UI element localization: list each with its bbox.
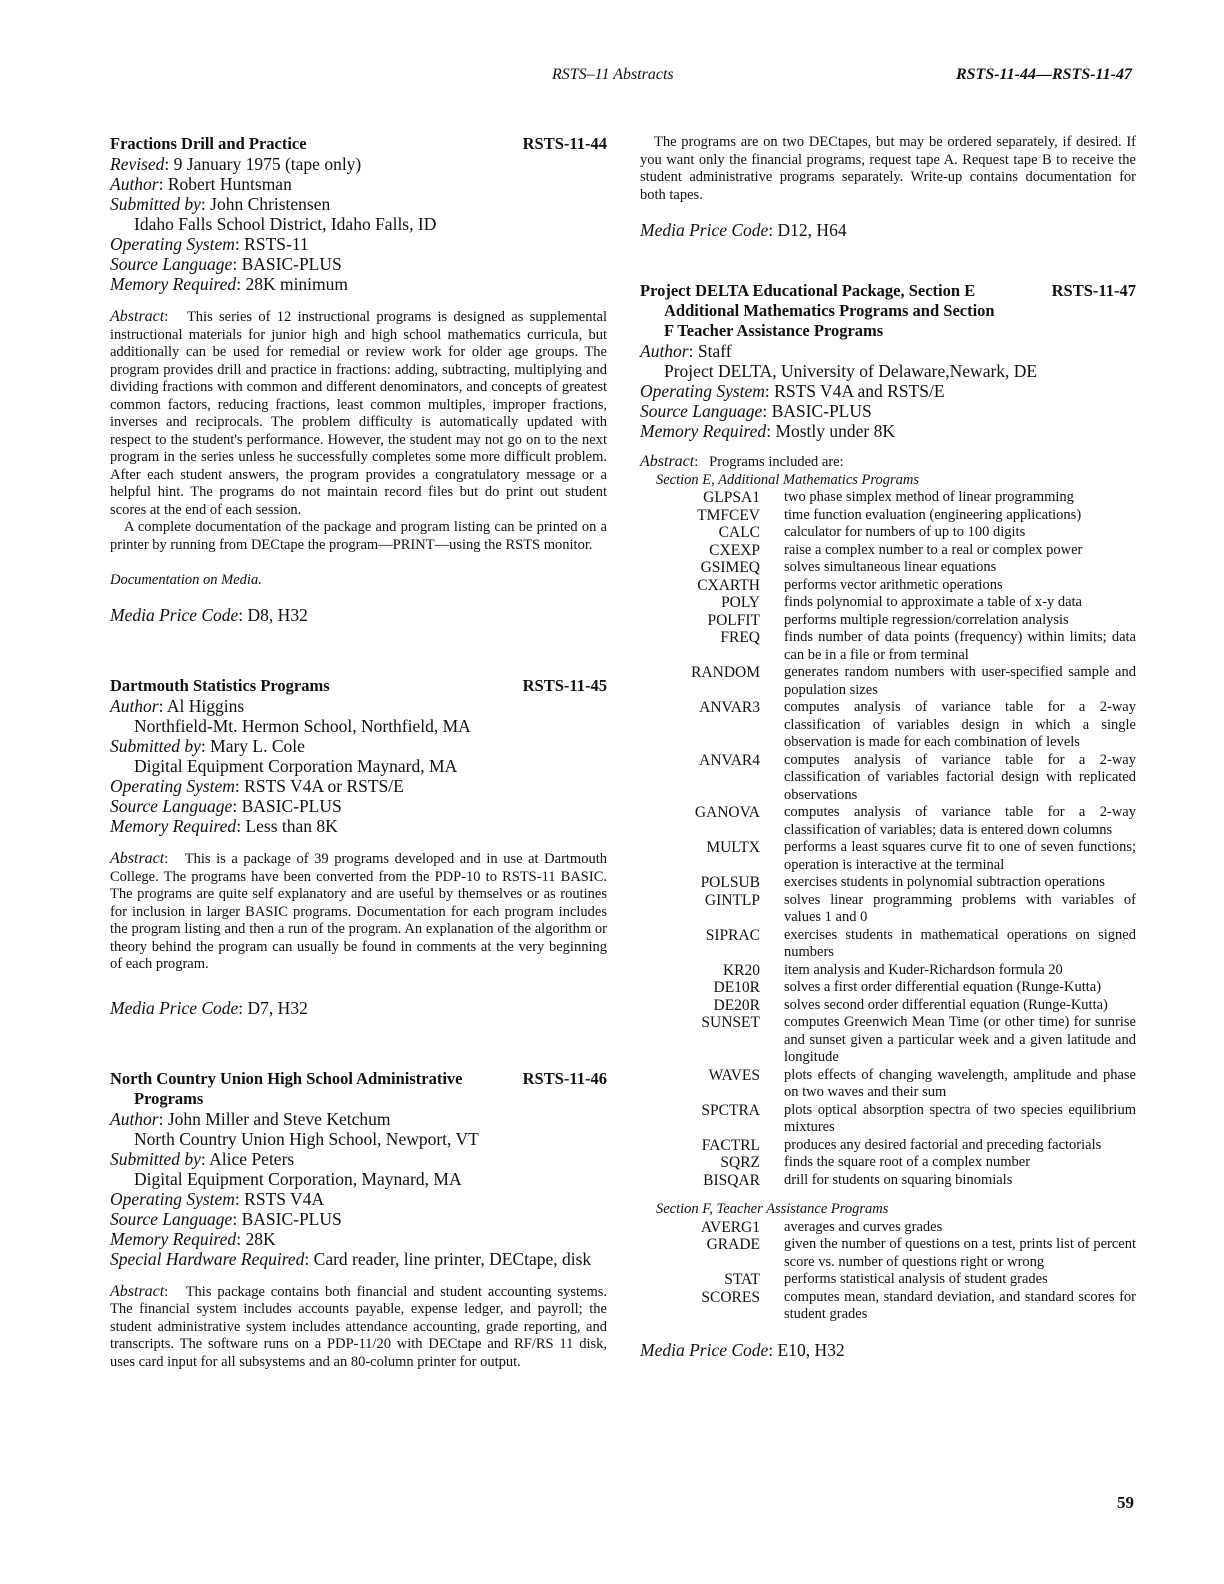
memory-label: Memory Required (110, 274, 237, 294)
program-row (648, 1102, 1136, 1137)
submitted-by-line: Submitted by: Alice Peters (110, 1148, 295, 1169)
program-name: GSIMEQ (700, 559, 760, 576)
program-name: SCORES (701, 1288, 760, 1306)
submitted-by-value: Mary L. Cole (210, 736, 305, 756)
program-description: finds the square root of a complex number (784, 1154, 1031, 1170)
right-column (640, 134, 1136, 1361)
running-header-title: RSTS–11 Abstracts (552, 66, 674, 83)
entry-code: RSTS-11-45 (522, 676, 607, 695)
hardware-line: Special Hardware Required: Card reader, line printer, DECtape, disk (110, 1248, 592, 1269)
program-row (648, 892, 1136, 927)
program-name: CXEXP (709, 541, 760, 559)
revised-value: 9 January 1975 (tape only) (173, 154, 362, 174)
submitted-by-line: Submitted by: John Christensen (110, 194, 331, 214)
memory-line: Memory Required: 28K (110, 1228, 276, 1249)
os-value: RSTS-11 (244, 234, 309, 254)
submitted-by-label: Submitted by (110, 194, 201, 214)
language-line: Source Language: BASIC-PLUS (110, 796, 342, 816)
submitted-org: Digital Equipment Corporation Maynard, MA (134, 756, 458, 776)
program-name: CALC (718, 524, 760, 541)
program-description: generates random numbers with user-specified sample and population sizes (784, 664, 1136, 698)
language-value: BASIC-PLUS (241, 1208, 342, 1229)
section-f-heading: Section F, Teacher Assistance Programs (656, 1201, 889, 1217)
hardware-label: Special Hardware Required (110, 1248, 305, 1269)
media-price-line: Media Price Code: D7, H32 (110, 997, 308, 1018)
section-e-heading: Section E, Additional Mathematics Programs (656, 471, 919, 488)
program-row (648, 804, 1136, 839)
program-name: ANVAR4 (699, 751, 760, 769)
program-name: STAT (724, 1271, 760, 1288)
entry-code: RSTS-11-46 (522, 1068, 607, 1088)
abstract: Abstract: This package contains both financial and student accounting systems. The financial system includes accounts payable, expense ledger, and payroll; the student administrative system includes attendance accounting, grade reporting, and transcripts. The software runs on a PDP-11/20 with DECtape and RF/RS 11 disk, uses card input for all subsystems and an 80-column printer for output. (110, 1282, 607, 1370)
media-price-line: Media Price Code: D12, H64 (640, 220, 847, 240)
memory-label: Memory Required (110, 816, 237, 836)
memory-value: 28K (245, 1228, 276, 1249)
program-row (648, 1271, 1136, 1289)
author-line: Author: Al Higgins (110, 696, 245, 716)
program-row (648, 839, 1136, 874)
program-row (648, 927, 1136, 962)
submitted-by-label: Submitted by (110, 736, 201, 756)
program-row (648, 699, 1136, 752)
os-value: RSTS V4A or RSTS/E (244, 776, 404, 796)
entry-title (110, 676, 607, 696)
program-row (648, 1137, 1136, 1155)
program-description: produces any desired factorial and preceding factorials (784, 1136, 1102, 1153)
program-name: DE20R (713, 996, 760, 1014)
price-label: Media Price Code (640, 220, 769, 240)
program-description: item analysis and Kuder-Richardson formula 20 (784, 961, 1063, 978)
price-value: E10, H32 (777, 1339, 845, 1360)
abstract-label: Abstract (110, 850, 165, 867)
memory-value: Less than 8K (245, 816, 338, 836)
entry-title-text: Project DELTA Educational Package, Section E (640, 281, 976, 300)
revised-line: Revised: 9 January 1975 (tape only) (110, 154, 362, 174)
program-row (648, 1154, 1136, 1172)
author-value: Robert Huntsman (167, 174, 292, 194)
program-name: POLFIT (707, 611, 760, 629)
entry-rsts-11-47 (640, 281, 1136, 1361)
abstract: Abstract: This is a package of 39 programs developed and in use at Dartmouth College. The programs have been converted from the PDP-10 to RSTS-11 BASIC. The programs are quite self explanatory and are useful by themselves or as routines for inclusion in larger BASIC programs. Documentation for each program includes the program listing and then a run of the program. An explanation of the algorithm or theory behind the program can usually be found in comments at the very beginning of each program. (110, 850, 607, 972)
author-label: Author (110, 1108, 159, 1129)
program-row (648, 1014, 1136, 1067)
abstract-label: Abstract (640, 453, 695, 470)
program-row (648, 874, 1136, 892)
price-value: D12, H64 (777, 220, 847, 240)
os-label: Operating System (640, 381, 765, 401)
entry-title-text: Fractions Drill and Practice (110, 134, 307, 153)
program-description: computes analysis of variance table for a 2-way classification of variables; data is entered down columns (784, 804, 1136, 838)
language-line: Source Language: BASIC-PLUS (110, 254, 342, 274)
program-description: plots optical absorption spectra of two species equilibrium mixtures (784, 1101, 1136, 1135)
program-name: FACTRL (701, 1136, 760, 1154)
program-row (648, 524, 1136, 542)
abstract-continuation: The programs are on two DECtapes, but may be ordered separately, if desired. If you want only the financial programs, request tape A. Request tape B to receive the student administrative programs separately. Write-up contains documentation for both tapes. (640, 134, 1136, 203)
memory-line: Memory Required: Less than 8K (110, 816, 338, 836)
submitted-by-value: John Christensen (210, 194, 331, 214)
memory-value: Mostly under 8K (775, 421, 896, 441)
submitted-by-label: Submitted by (110, 1148, 201, 1169)
program-name: BISQAR (703, 1171, 760, 1189)
program-row (648, 1236, 1136, 1271)
memory-label: Memory Required (110, 1228, 237, 1249)
program-description: time function evaluation (engineering applications) (784, 506, 1082, 523)
os-label: Operating System (110, 1188, 235, 1209)
language-value: BASIC-PLUS (241, 254, 342, 274)
program-description: given the number of questions on a test, prints list of percent score vs. number of questions right or wrong (784, 1236, 1136, 1270)
program-name: WAVES (708, 1066, 760, 1084)
price-value: D7, H32 (247, 997, 308, 1018)
author-value: Al Higgins (166, 696, 245, 716)
program-table-section-f (648, 1219, 1136, 1324)
author-org: Project DELTA, University of Delaware,Newark, DE (664, 361, 1038, 381)
program-row (648, 997, 1136, 1015)
program-description: calculator for numbers of up to 100 digits (784, 524, 1026, 540)
abstract-text: Programs included are: (709, 454, 844, 470)
program-row (648, 559, 1136, 577)
memory-label: Memory Required (640, 421, 767, 441)
program-row (648, 752, 1136, 805)
abstract: Abstract: This series of 12 instructional programs is designed as supplemental instructional materials for junior high and high school mathematics curricula, but additionally can be used for remedial or review work for older age groups. The program provides drill and practice in fractions: adding, subtracting, multiplying and dividing fractions with common and different denominators, and concepts of greatest common factors, reducing fractions, least common multiples, improper fractions, inverses and reciprocals. The problem difficulty is automatically updated with respect to the student's performance. However, the student may not go on to the next program in the series unless he successfully completes some more difficult problem. After each student answers, the program provides a congratulatory message or a helpful hint. The programs do not maintain record files but do print out student scores at the end of each session. A complete documentation of the package and program listing can be printed on a printer by running from DECtape the program—PRINT—using the RSTS monitor. (110, 308, 607, 553)
program-description: plots effects of changing wavelength, amplitude and phase on two waves and their sum (784, 1066, 1136, 1100)
language-label: Source Language (110, 254, 233, 274)
program-name: TMFCEV (697, 506, 760, 524)
program-name: SQRZ (720, 1154, 760, 1171)
program-description: performs vector arithmetic operations (784, 576, 1003, 593)
price-value: D8, H32 (247, 605, 308, 625)
language-line: Source Language: BASIC-PLUS (640, 401, 872, 421)
program-description: two phase simplex method of linear programming (784, 489, 1074, 505)
submitted-org: Idaho Falls School District, Idaho Falls, ID (134, 214, 437, 234)
os-line: Operating System: RSTS-11 (110, 234, 309, 254)
program-description: computes analysis of variance table for a 2-way classification of variables factorial design with replicated observations (784, 751, 1136, 803)
program-name: SUNSET (701, 1014, 760, 1031)
program-table-section-e (648, 489, 1136, 1189)
program-name: DE10R (713, 979, 760, 996)
abstract-text: This series of 12 instructional programs is designed as supplemental instructional materials for junior high and high school mathematics curricula, but additionally can be used for remedial or review work for older age groups. The program provides drill and practice in fractions: adding, subtracting, multiplying and dividing fractions with common and different denominators, and concepts of greatest common factors, reducing fractions, least common multiples, improper fractions, inverses and reciprocals. The problem difficulty is automatically updated with respect to the student's performance. However, the student may not go on to the next program in the series unless he successfully completes some more difficult problem. After each student answers, the program provides a congratulatory message or a helpful hint. The programs do not maintain record files but do print out student scores at the end of each session. (110, 309, 607, 518)
entry-title (110, 134, 607, 154)
program-row (648, 507, 1136, 525)
revised-label: Revised (110, 154, 165, 174)
submitted-by-value: Alice Peters (209, 1148, 295, 1169)
program-description: raise a complex number to a real or complex power (784, 541, 1083, 558)
program-name: POLSUB (700, 874, 760, 891)
program-description: solves linear programming problems with variables of values 1 and 0 (784, 891, 1136, 925)
media-price-line: Media Price Code: E10, H32 (640, 1339, 845, 1360)
program-row (648, 1219, 1136, 1237)
running-header-range: RSTS-11-44—RSTS-11-47 (955, 66, 1132, 83)
os-line: Operating System: RSTS V4A or RSTS/E (110, 776, 404, 796)
entry-title-continued: Programs (134, 1088, 204, 1108)
program-row (648, 594, 1136, 612)
price-label: Media Price Code (110, 997, 239, 1018)
entry-title (110, 1069, 607, 1089)
page-number: 59 (1117, 1493, 1134, 1512)
program-description: computes analysis of variance table for a 2-way classification of variables design in which a single observation is made for each combination of levels (784, 699, 1136, 750)
price-label: Media Price Code (640, 1339, 769, 1360)
submitted-org: Digital Equipment Corporation, Maynard, MA (134, 1168, 462, 1189)
language-value: BASIC-PLUS (241, 796, 342, 816)
memory-value: 28K minimum (245, 274, 349, 294)
language-label: Source Language (110, 796, 233, 816)
os-value: RSTS V4A and RSTS/E (774, 381, 945, 401)
program-row (648, 577, 1136, 595)
program-description: drill for students on squaring binomials (784, 1171, 1013, 1188)
author-org: Northfield-Mt. Hermon School, Northfield, MA (134, 716, 471, 736)
left-column (110, 134, 607, 1371)
abstract-label: Abstract (110, 1282, 165, 1300)
program-name: GLPSA1 (703, 489, 760, 506)
program-description: computes mean, standard deviation, and standard scores for student grades (784, 1288, 1136, 1322)
hardware-value: Card reader, line printer, DECtape, disk (313, 1248, 592, 1269)
program-description: finds polynomial to approximate a table of x-y data (784, 594, 1082, 610)
entry-rsts-11-45 (110, 676, 607, 1019)
program-row (648, 612, 1136, 630)
program-description: performs statistical analysis of student grades (784, 1271, 1048, 1287)
program-row (648, 542, 1136, 560)
author-label: Author (640, 341, 689, 361)
program-row (648, 489, 1136, 507)
program-row (648, 1289, 1136, 1324)
program-name: RANDOM (691, 664, 760, 681)
program-description: averages and curves grades (784, 1218, 943, 1235)
author-line: Author: Robert Huntsman (110, 174, 292, 194)
author-value: John Miller and Steve Ketchum (167, 1108, 391, 1129)
media-price-line: Media Price Code: D8, H32 (110, 605, 308, 625)
program-row (648, 664, 1136, 699)
language-label: Source Language (110, 1208, 233, 1229)
program-name: GRADE (706, 1236, 760, 1253)
program-name: SPCTRA (701, 1101, 760, 1119)
program-name: AVERG1 (700, 1218, 760, 1236)
memory-line: Memory Required: Mostly under 8K (640, 421, 896, 441)
author-label: Author (110, 174, 159, 194)
entry-code: RSTS-11-44 (522, 134, 607, 153)
language-label: Source Language (640, 401, 763, 421)
os-line: Operating System: RSTS V4A and RSTS/E (640, 381, 945, 401)
author-label: Author (110, 696, 159, 716)
abstract-text: This package contains both financial and student accounting systems. The financial system includes accounts payable, expense ledger, and payroll; the student administrative system includes attendance accounting, grade reporting, and transcripts. The software runs on a PDP-11/20 with DECtape and RF/RS 11 disk, uses card input for all subsystems and an 80-column printer for output. (110, 1283, 607, 1370)
program-name: SIPRAC (705, 926, 760, 944)
entry-rsts-11-44 (110, 134, 607, 626)
entry-title (640, 281, 1136, 301)
author-org: North Country Union High School, Newport, VT (134, 1128, 479, 1149)
program-row (648, 1067, 1136, 1102)
author-line: Author: John Miller and Steve Ketchum (110, 1108, 391, 1129)
program-description: solves a first order differential equation (Runge-Kutta) (784, 979, 1102, 995)
program-description: exercises students in polynomial subtraction operations (784, 874, 1105, 890)
program-description: solves second order differential equation (Runge-Kutta) (784, 996, 1108, 1013)
abstract-text-2: A complete documentation of the package and program listing can be printed on a printer by running from DECtape the program—PRINT—using the RSTS monitor. (110, 519, 607, 553)
entry-title-text: North Country Union High School Administrative (110, 1068, 463, 1088)
entry-title-continued: Additional Mathematics Programs and Section (664, 301, 995, 320)
entry-title-continued: F Teacher Assistance Programs (664, 321, 884, 340)
program-name: FREQ (720, 629, 760, 646)
entry-title-text: Dartmouth Statistics Programs (110, 676, 330, 695)
documentation-note: Documentation on Media. (110, 572, 262, 588)
program-name: GINTLP (704, 891, 760, 909)
program-row (648, 1172, 1136, 1190)
program-name: CXARTH (697, 576, 760, 594)
price-label: Media Price Code (110, 605, 239, 625)
author-line: Author: Staff (640, 341, 732, 361)
program-name: POLY (721, 594, 760, 611)
submitted-by-line: Submitted by: Mary L. Cole (110, 736, 305, 756)
program-name: MULTX (706, 839, 760, 856)
program-description: computes Greenwich Mean Time (or other time) for sunrise and sunset given a particular week and a given latitude and longitude (784, 1014, 1136, 1065)
abstract: Abstract: Programs included are: (640, 453, 844, 470)
abstract-label: Abstract (110, 308, 165, 325)
program-description: exercises students in mathematical operations on signed numbers (784, 926, 1136, 960)
program-row (648, 979, 1136, 997)
program-row (648, 629, 1136, 664)
os-label: Operating System (110, 776, 235, 796)
program-row (648, 962, 1136, 980)
os-line: Operating System: RSTS V4A (110, 1188, 325, 1209)
language-value: BASIC-PLUS (771, 401, 872, 421)
program-description: finds number of data points (frequency) within limits; data can be in a file or from terminal (784, 629, 1136, 663)
program-description: solves simultaneous linear equations (784, 559, 997, 575)
program-name: ANVAR3 (699, 699, 760, 716)
author-value: Staff (697, 341, 732, 361)
abstract-text: This is a package of 39 programs developed and in use at Dartmouth College. The programs have been converted from the PDP-10 to RSTS-11 BASIC. The programs are quite self explanatory and are useful by themselves or as routines for inclusion in larger BASIC programs. Documentation for each program includes the program listing and then a run of the program. An explanation of the algorithm or theory behind the program can usually be found in comments at the very beginning of each program. (110, 851, 607, 972)
program-name: KR20 (722, 961, 760, 979)
program-name: GANOVA (694, 804, 760, 821)
memory-line: Memory Required: 28K minimum (110, 274, 349, 294)
entry-code: RSTS-11-47 (1051, 281, 1136, 300)
os-value: RSTS V4A (244, 1188, 325, 1209)
program-description: performs multiple regression/correlation analysis (784, 611, 1069, 628)
os-label: Operating System (110, 234, 235, 254)
program-description: performs a least squares curve fit to one of seven functions; operation is interactive at the terminal (784, 839, 1136, 873)
language-line: Source Language: BASIC-PLUS (110, 1208, 342, 1229)
entry-rsts-11-46 (110, 1069, 607, 1372)
